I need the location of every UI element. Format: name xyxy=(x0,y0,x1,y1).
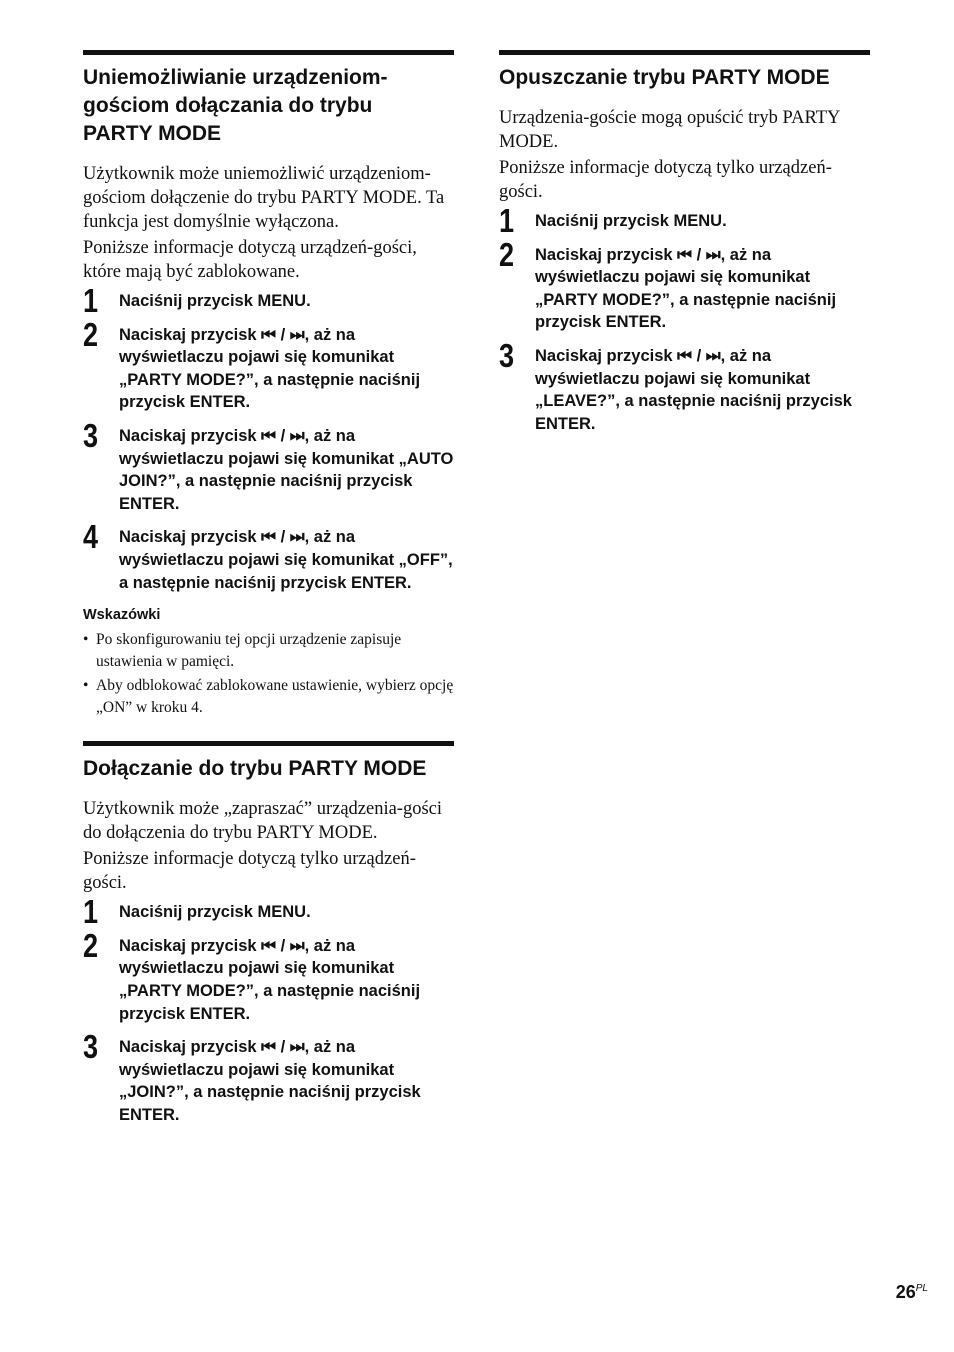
step-item xyxy=(83,893,454,931)
step-text: Naciskaj przycisk ⏮ / ⏭, aż na wyświetlaczu pojawi się komunikat „PARTY MODE?”, a następnie naciśnij przycisk ENTER. xyxy=(535,245,837,332)
step-item xyxy=(83,416,454,515)
tips-list xyxy=(83,629,454,719)
intro-paragraph: Poniższe informacje dotyczą tylko urządzeń-gości. xyxy=(499,158,832,202)
section-disable-guests xyxy=(83,50,454,719)
intro-paragraph: Użytkownik może „zapraszać” urządzenia-gości do dołączenia do trybu PARTY MODE. xyxy=(83,799,443,844)
step-text: Naciskaj przycisk ⏮ / ⏭, aż na wyświetlaczu pojawi się komunikat „PARTY MODE?”, a następnie naciśnij przycisk ENTER. xyxy=(119,936,421,1023)
step-item xyxy=(499,202,870,239)
page-number-suffix: PL xyxy=(915,1283,928,1294)
intro-paragraph: Użytkownik może uniemożliwić urządzeniom-gościom dołączenie do trybu PARTY MODE. Ta funkcja jest domyślnie wyłączona. xyxy=(83,164,445,232)
section-title: Opuszczanie trybu PARTY MODE xyxy=(499,66,830,89)
step-text: Naciskaj przycisk ⏮ / ⏭, aż na wyświetlaczu pojawi się komunikat „OFF”, a następnie naciśnij przycisk ENTER. xyxy=(119,528,453,592)
step-text: Naciśnij przycisk MENU. xyxy=(119,903,311,922)
left-column xyxy=(83,50,454,1148)
step-item xyxy=(499,336,870,435)
step-number: 1 xyxy=(83,893,99,931)
section-title xyxy=(83,64,454,148)
steps-list xyxy=(499,202,870,435)
step-item xyxy=(83,518,454,594)
tip-item: • Po skonfigurowaniu tej opcji urządzenie zapisuje ustawienia w pamięci. xyxy=(83,629,454,673)
step-number: 1 xyxy=(83,282,99,319)
intro-paragraph: Poniższe informacje dotyczą tylko urządzeń-gości. xyxy=(83,849,416,894)
title-line: Uniemożliwianie urządzeniom- xyxy=(83,66,388,89)
section-title: Dołączanie do trybu PARTY MODE xyxy=(83,757,427,781)
step-text: Naciskaj przycisk ⏮ / ⏭, aż na wyświetlaczu pojawi się komunikat „LEAVE?”, a następnie naciśnij przycisk ENTER. xyxy=(535,346,852,433)
step-item xyxy=(83,282,454,319)
page-number xyxy=(896,1282,928,1303)
step-text: Naciskaj przycisk ⏮ / ⏭, aż na wyświetlaczu pojawi się komunikat „PARTY MODE?”, a następnie naciśnij przycisk ENTER. xyxy=(119,325,421,412)
steps-list xyxy=(83,282,454,594)
step-number: 2 xyxy=(83,315,99,353)
step-number: 2 xyxy=(499,235,515,273)
step-number: 1 xyxy=(499,202,515,239)
step-text: Naciskaj przycisk ⏮ / ⏭, aż na wyświetlaczu pojawi się komunikat „AUTO JOIN?”, a następnie naciśnij przycisk ENTER. xyxy=(119,426,454,513)
step-number: 4 xyxy=(83,518,99,556)
intro-paragraph: Urządzenia-goście mogą opuścić tryb PARTY MODE. xyxy=(499,108,840,152)
step-number: 3 xyxy=(499,336,515,374)
page-number-value: 26 xyxy=(895,1282,916,1302)
step-number: 2 xyxy=(83,926,99,964)
step-number: 3 xyxy=(83,1028,99,1066)
section-join-party xyxy=(83,741,454,1126)
step-item xyxy=(499,235,870,334)
tips-title: Wskazówki xyxy=(83,607,161,624)
section-leave-party xyxy=(499,50,870,435)
tip-item: • Aby odblokować zablokowane ustawienie, wybierz opcję „ON” w kroku 4. xyxy=(83,675,454,719)
title-line: PARTY MODE xyxy=(83,122,222,145)
step-text: Naciskaj przycisk ⏮ / ⏭, aż na wyświetlaczu pojawi się komunikat „JOIN?”, a następnie naciśnij przycisk ENTER. xyxy=(119,1038,421,1124)
right-column xyxy=(499,50,870,457)
title-line: gościom dołączania do trybu xyxy=(83,94,373,117)
step-text: Naciśnij przycisk MENU. xyxy=(535,212,727,230)
step-item xyxy=(83,315,454,414)
step-item xyxy=(83,926,454,1025)
step-item xyxy=(83,1028,454,1126)
step-text: Naciśnij przycisk MENU. xyxy=(119,292,311,310)
intro-paragraph: Poniższe informacje dotyczą urządzeń-gości, które mają być zablokowane. xyxy=(83,238,417,282)
step-number: 3 xyxy=(83,416,99,454)
steps-list xyxy=(83,893,454,1126)
